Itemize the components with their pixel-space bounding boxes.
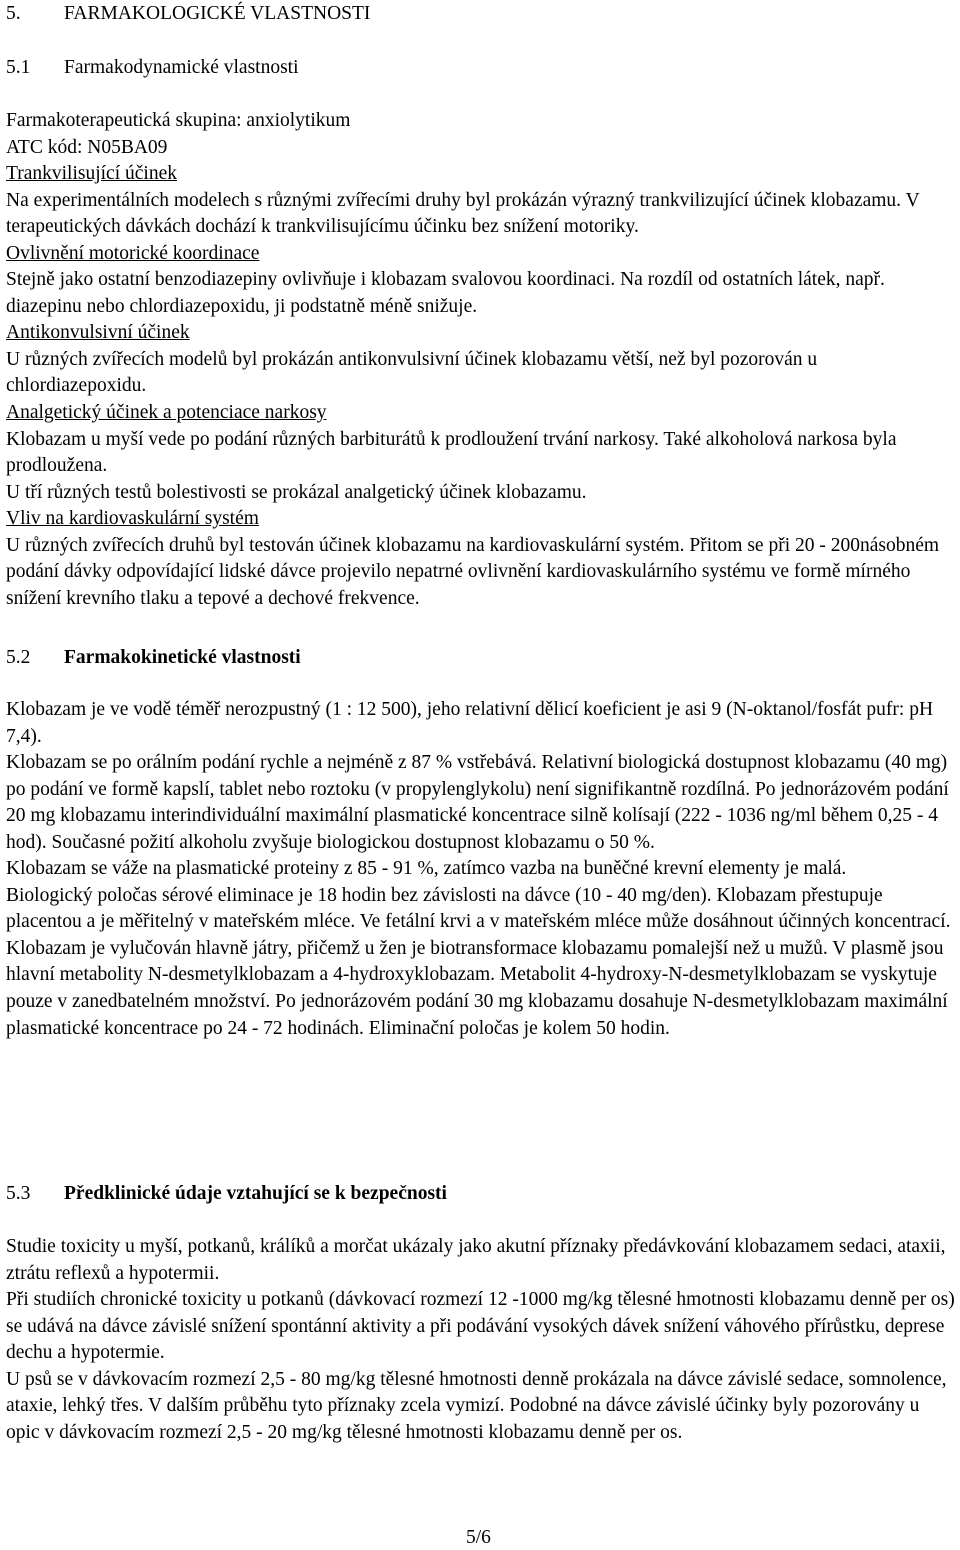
section-5-3-number: 5.3 — [6, 1183, 31, 1204]
section-5-1-title: Farmakodynamické vlastnosti — [64, 57, 299, 78]
paragraph-tranquilizing-effect: Na experimentálních modelech s různými zvířecími druhy byl prokázán výrazný trankvilizující účinek klobazamu. V terapeutických dávkách dochází k trankvilisujícímu účinku bez snížení motoriky. — [6, 189, 920, 238]
paragraph-elimination: Klobazam je vylučován hlavně játry, přičemž u žen je biotransformace klobazamu pomalejší než u mužů. V plasmě jsou hlavní metabolity N-desmetylklobazam a 4-hydroxyklobazam. Metabolit 4-hydroxy-N-desmetylklobazam se vyskytuje pouze v zanedbatelném množství. Po jednorázovém podání 30 mg klobazamu dosahuje N-desmetylklobazam maximální plasmatické koncentrace po 24 - 72 hodinách. Eliminační poločas je kolem 50 hodin. — [6, 937, 948, 1039]
paragraph-dog-studies: U psů se v dávkovacím rozmezí 2,5 - 80 mg/kg tělesné hmotnosti denně prokázala na dávce závislé sedace, somnolence, ataxie, lehký třes. V dalším průběhu tyto příznaky zcela vymizí. Podobné na dávce závislé účinky byly pozorovány u opic v dávkovacím rozmezí 2,5 - 20 mg/kg tělesné hmotnosti klobazamu denně per os. — [6, 1368, 947, 1443]
paragraph-solubility: Klobazam je ve vodě téměř nerozpustný (1 : 12 500), jeho relativní dělicí koeficient je asi 9 (N-oktanol/fosfát pufr: pH 7,4). — [6, 699, 934, 747]
section-5-2-heading — [6, 645, 301, 672]
paragraph-anticonvulsant-effect: U různých zvířecích modelů byl prokázán antikonvulsivní účinek klobazamu větší, než byl pozorován u chlordiazepoxidu. — [6, 348, 818, 397]
paragraph-motor-coordination: Stejně jako ostatní benzodiazepiny ovlivňuje i klobazam svalovou koordinaci. Na rozdíl od ostatních látek, např. diazepinu nebo chlordiazepoxidu, ji podstatně méně snižuje. — [6, 269, 885, 317]
subheading-motor-coordination: Ovlivnění motorické koordinace — [6, 242, 260, 264]
paragraph-cardiovascular-effect: U různých zvířecích druhů byl testován účinek klobazamu na kardiovaskulární systém. Přitom se při 20 - 200násobném podání dávky odpovídající lidské dávce projevilo nepatrné ovlivnění kardiovaskulárního systému ve formě mírného snížení krevního tlaku a tepové a dechové frekvence. — [6, 534, 940, 609]
atc-code: ATC kód: N05BA09 — [6, 136, 168, 158]
section-5-title: FARMAKOLOGICKÉ VLASTNOSTI — [64, 3, 371, 24]
section-5-3-body — [6, 1234, 956, 1446]
section-5-1-body — [6, 108, 956, 612]
subheading-tranquilizing-effect: Trankvilisující účinek — [6, 163, 177, 185]
subheading-analgesic-effect: Analgetický účinek a potenciace narkosy — [6, 402, 327, 424]
paragraph-acute-toxicity: Studie toxicity u myší, potkanů, králíků a morčat ukázaly jako akutní příznaky předávkování klobazamem sedaci, ataxii, ztrátu reflexů a hypotermii. — [6, 1236, 946, 1284]
subheading-anticonvulsant-effect: Antikonvulsivní účinek — [6, 322, 190, 344]
pharmacotherapeutic-group: Farmakoterapeutická skupina: anxiolytikum — [6, 110, 351, 131]
paragraph-absorption: Klobazam se po orálním podání rychle a nejméně z 87 % vstřebává. Relativní biologická dostupnost klobazamu (40 mg) po podání ve formě kapslí, tablet nebo roztoku (v propylenglykolu) není signifikantně rozdílná. Po jednorázovém podání 20 mg klobazamu interindividuální maximální plasmatické koncentrace silně kolísají (222 - 1036 ng/ml během 0,25 - 4 hod). Současné požití alkoholu zvyšuje biologickou dostupnost klobazamu o 50 %. — [6, 752, 949, 853]
paragraph-protein-binding: Klobazam se váže na plasmatické proteiny z 85 - 91 %, zatímco vazba na buněčné krevní elementy je malá. — [6, 858, 847, 880]
paragraph-analgesic-effect-2: U tří různých testů bolestivosti se prokázal analgetický účinek klobazamu. — [6, 481, 587, 503]
section-5-2-title: Farmakokinetické vlastnosti — [64, 647, 301, 668]
section-5-3-heading — [6, 1181, 447, 1208]
section-5-1-number: 5.1 — [6, 57, 31, 78]
subheading-cardiovascular-effect: Vliv na kardiovaskulární systém — [6, 508, 259, 530]
paragraph-chronic-toxicity: Při studiích chronické toxicity u potkanů (dávkovací rozmezí 12 -1000 mg/kg tělesné hmotnosti klobazamu denně per os) se udává na dávce závislé snížení spontánní aktivity a při podávání vysokých dávek snížení váhového přírůstku, deprese dechu a hypotermie. — [6, 1289, 955, 1364]
section-5-1-heading — [6, 55, 299, 82]
paragraph-half-life: Biologický poločas sérové eliminace je 18 hodin bez závislosti na dávce (10 - 40 mg/den). Klobazam přestupuje placentou a je měřitelný v mateřském mléce. Ve fetální krvi a v mateřském mléce může dosáhnout účinných koncentrací. — [6, 884, 951, 933]
section-5-2-body — [6, 697, 956, 1042]
paragraph-analgesic-effect-1: Klobazam u myší vede po podání různých barbiturátů k prodloužení trvání narkosy. Také alkoholová narkosa byla prodloužena. — [6, 428, 897, 477]
section-5-2-number: 5.2 — [6, 647, 31, 668]
section-5-heading — [6, 1, 370, 28]
section-5-number: 5. — [6, 3, 21, 24]
section-5-3-title: Předklinické údaje vztahující se k bezpečnosti — [64, 1183, 447, 1204]
page-number: 5/6 — [466, 1527, 491, 1548]
